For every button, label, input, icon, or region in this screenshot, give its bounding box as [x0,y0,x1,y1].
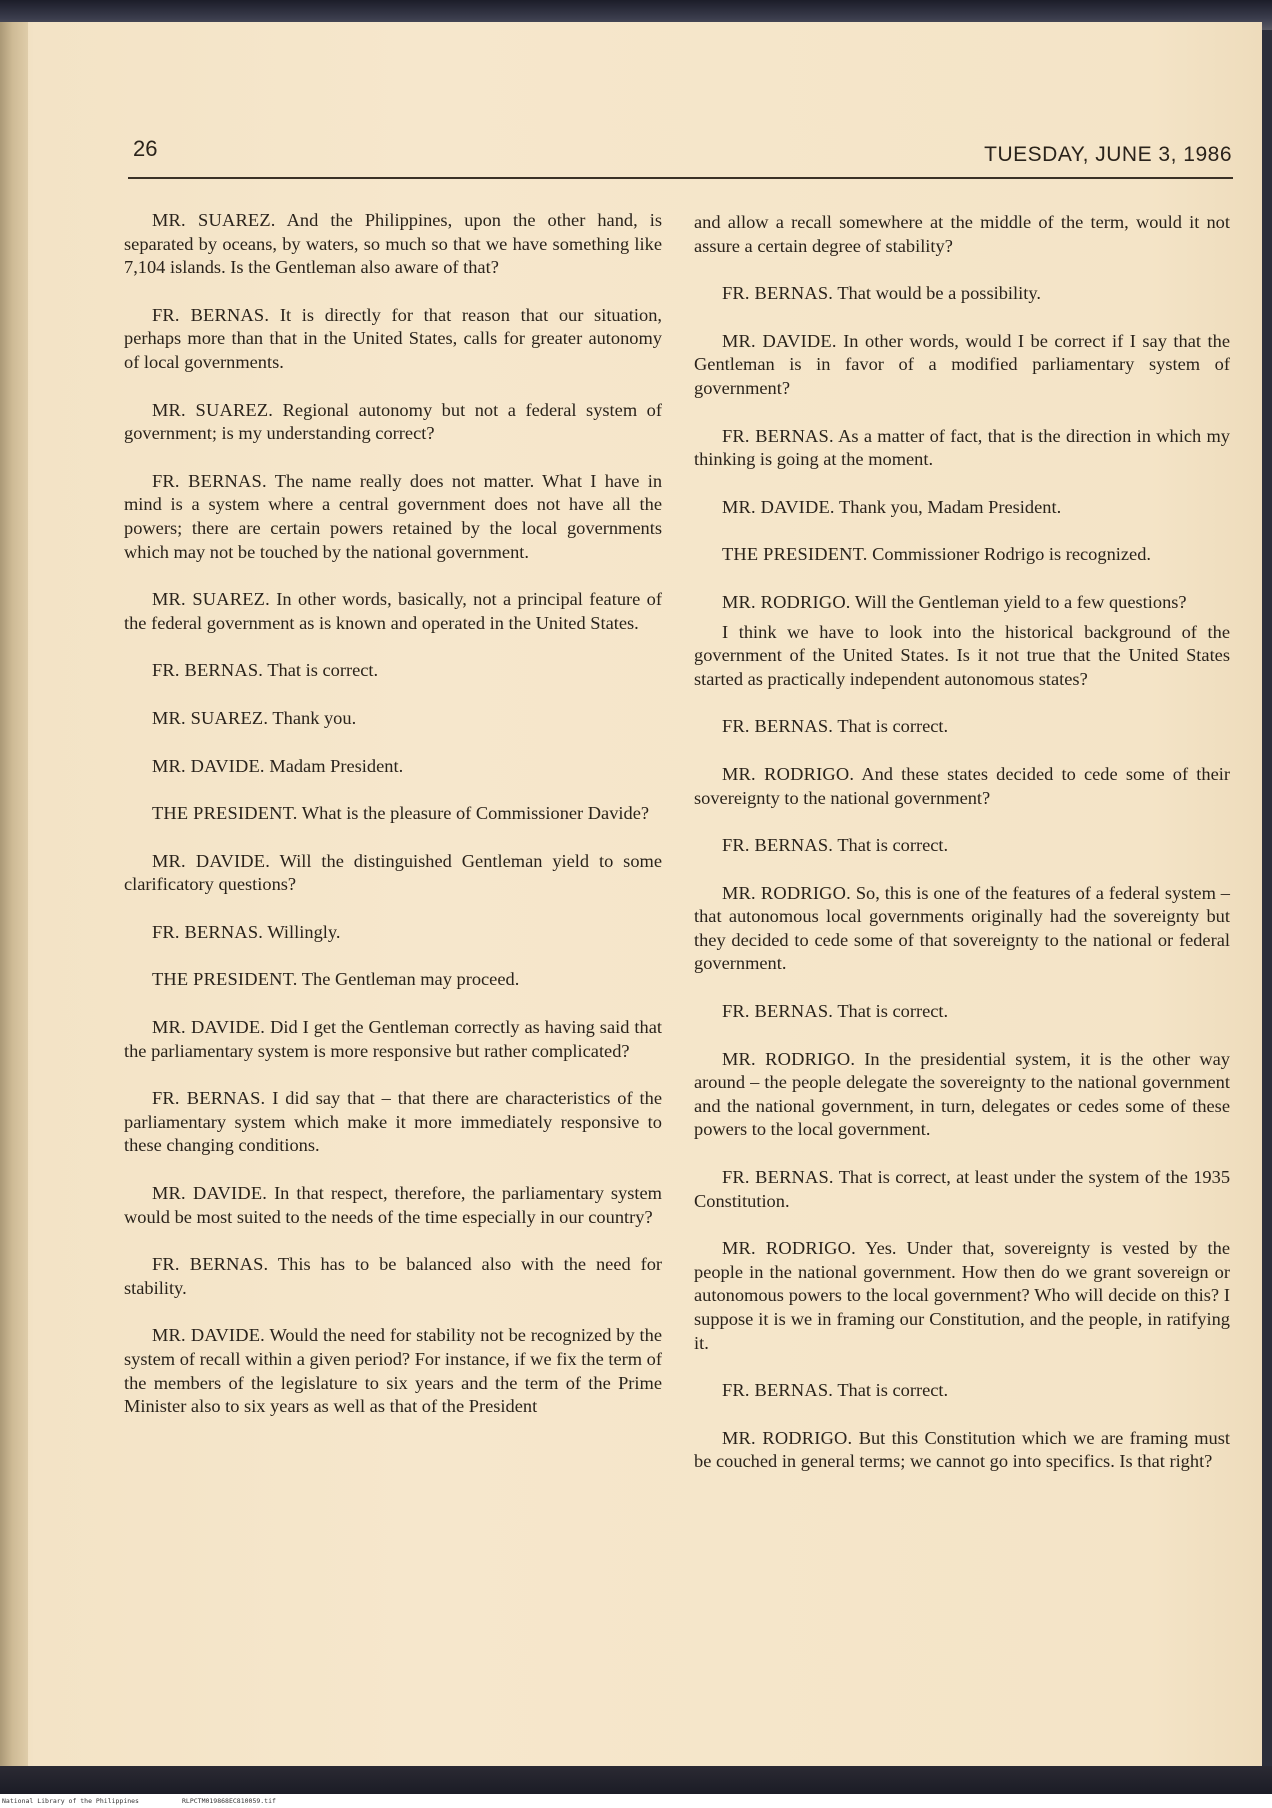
speaker-label: FR. BERNAS. [722,1380,834,1401]
speaker-label: MR. DAVIDE. [722,496,835,517]
paragraph-text: Did I get the Gentleman correctly as having said that the parliamentary system is more responsive but rather complicated? [124,1017,662,1061]
paragraph [694,1000,1230,1024]
paragraph-text: Yes. Under that, sovereignty is vested by the people in the national government. How then do we grant sovereign or autonomous powers to the local government? Who will decide on this? I suppose it is we in framing our Constitution, and the people, in ratifying it. [694,1238,1231,1353]
paragraph-text: The name really does not matter. What I have in mind is a system where a central government does not have all the powers; there are certain powers retained by the local governments which may not be touched by the national government. [124,470,663,562]
paragraph-text: As a matter of fact, that is the direction in which my thinking is going at the moment. [694,425,1230,470]
speaker-label: MR. SUAREZ. [152,707,269,728]
speaker-label: MR. RODRIGO. [722,1238,856,1259]
paragraph-text: Will the distinguished Gentleman yield to some clarificatory questions? [124,850,662,895]
library-credit: National Library of the Philippines [2,1797,139,1805]
speaker-label: MR. DAVIDE. [152,1325,265,1346]
paragraph-text: And these states decided to cede some of their sovereignty to the national government? [694,763,1230,808]
paragraph [694,763,1230,810]
paragraph-text: I did say that – that there are characteristics of the parliamentary system which make it more immediately responsive to these changing conditions. [124,1088,662,1156]
page-number: 26 [133,136,158,161]
paragraph [124,399,662,446]
paragraph [124,659,662,683]
paragraph-text: That is correct. [837,835,949,856]
speaker-label: FR. BERNAS. [722,1001,834,1022]
paragraph-text: Thank you, Madam President. [839,496,1062,517]
paragraph [694,591,1230,615]
paragraph [124,1182,662,1229]
paragraph-text: This has to be balanced also with the need for stability. [124,1254,663,1298]
paragraph-text: In that respect, therefore, the parliamentary system would be most suited to the needs of the time especially in our country? [124,1183,662,1227]
paragraph-text: But this Constitution which we are framing must be couched in general terms; we cannot go into specifics. Is that right? [694,1427,1230,1472]
speaker-label: FR. BERNAS. [152,660,264,681]
scan-filename: RLPCTM019868EC810059.tif [182,1797,276,1805]
paragraph [694,1237,1230,1355]
speaker-label: MR. DAVIDE. [152,1017,266,1038]
scan-footer [0,1794,1272,1808]
page-date: TUESDAY, JUNE 3, 1986 [984,143,1232,166]
paragraph-text: In other words, would I be correct if I say that the Gentleman is in favor of a modified parliamentary system of government? [694,330,1230,398]
paragraph-text: Will the Gentleman yield to a few questions? [854,591,1187,612]
paragraph [124,1253,662,1300]
paragraph [124,968,662,992]
paragraph-text: What is the pleasure of Commissioner Davide? [301,803,650,824]
book-bottom-edge [0,1766,1272,1794]
speaker-label: FR. BERNAS. [152,1088,266,1109]
paragraph-text: That is correct. [837,1001,949,1022]
paragraph-text: That is correct, at least under the system of the 1935 Constitution. [694,1167,1231,1211]
speaker-label: FR. BERNAS. [722,835,834,856]
speaker-label: MR. DAVIDE. [152,850,271,871]
paragraph [124,850,662,897]
paragraph [694,211,1230,258]
right-column [694,211,1230,1498]
speaker-label: THE PRESIDENT. [152,803,298,824]
speaker-label: MR. DAVIDE. [152,755,265,776]
paragraph [694,1166,1230,1213]
paragraph [694,496,1230,520]
paragraph [124,1016,662,1063]
paragraph-text: Would the need for stability not be recognized by the system of recall within a given period? For instance, if we fix the term of the members of the legislature to six years and the term of the Prime Minister also to six years as well as that of the President [124,1325,663,1417]
paragraph [124,470,662,564]
paragraph [694,282,1230,306]
paragraph-text: The Gentleman may proceed. [301,969,520,990]
paragraph [694,543,1230,567]
paragraph [694,621,1230,692]
book-binding [0,22,28,1774]
speaker-label: MR. DAVIDE. [722,330,837,351]
speaker-label: FR. BERNAS. [722,1167,834,1188]
paragraph-text: In the presidential system, it is the other way around – the people delegate the sovereignty to the national government and the national government, in turn, delegates or cedes some of these powers to the local government. [694,1048,1230,1140]
speaker-label: FR. BERNAS. [152,1254,269,1275]
paragraph [694,882,1230,976]
paragraph [694,1379,1230,1403]
speaker-label: MR. RODRIGO. [722,591,851,612]
paragraph-text: Willingly. [267,921,341,942]
speaker-label: FR. BERNAS. [152,921,264,942]
paragraph-text: That would be a possibility. [837,283,1041,304]
speaker-label: FR. BERNAS. [722,425,834,446]
paragraph-text: Thank you. [272,707,357,728]
paragraph-text: Madam President. [269,755,404,776]
speaker-label: FR. BERNAS. [722,283,834,304]
paragraph [124,588,662,635]
speaker-label: MR. RODRIGO. [722,1048,856,1069]
paragraph [124,755,662,779]
paragraph-text: That is correct. [837,1380,949,1401]
paragraph [694,715,1230,739]
paragraph-text: I think we have to look into the historical background of the government of the United States. Is it not true that the United States started as practically independent autonomous states? [694,621,1230,689]
paragraph [124,921,662,945]
paragraph-text: That is correct. [837,716,949,737]
paragraph-text: Regional autonomy but not a federal system of government; is my understanding correct? [124,399,662,444]
speaker-label: FR. BERNAS. [152,304,270,325]
paragraph-text: It is directly for that reason that our situation, perhaps more than that in the United States, calls for greater autonomy of local governments. [124,304,662,372]
speaker-label: MR. SUAREZ. [152,210,276,230]
paragraph [124,1087,662,1158]
paragraph [124,707,662,731]
paragraph [694,330,1230,401]
speaker-label: THE PRESIDENT. [722,544,868,565]
paragraph-text: In other words, basically, not a principal feature of the federal government as is known and operated in the United States. [124,589,662,633]
paragraph-text: That is correct. [267,660,379,681]
paragraph-text: and allow a recall somewhere at the middle of the term, would it not assure a certain degree of stability? [694,212,1230,256]
paragraph [694,834,1230,858]
paragraph-text: Commissioner Rodrigo is recognized. [872,544,1151,565]
speaker-label: MR. SUAREZ. [152,589,270,610]
left-column [124,209,662,1443]
speaker-label: MR. RODRIGO. [722,763,855,784]
paragraph [124,304,662,375]
paragraph [124,802,662,826]
speaker-label: FR. BERNAS. [722,716,834,737]
speaker-label: MR. SUAREZ. [152,399,274,420]
paragraph-text: And the Philippines, upon the other hand, is separated by oceans, by waters, so much so that we have something like 7,104 islands. Is the Gentleman also aware of that? [124,210,662,278]
speaker-label: FR. BERNAS. [152,470,267,491]
speaker-label: MR. DAVIDE. [152,1183,268,1204]
header-rule [128,177,1233,179]
paragraph [124,1324,662,1418]
speaker-label: MR. RODRIGO. [722,1427,853,1448]
paragraph [694,1427,1230,1474]
speaker-label: MR. RODRIGO. [722,882,851,903]
paragraph-text: So, this is one of the features of a federal system – that autonomous local governments originally had the sovereignty but they decided to cede some of that sovereignty to the national or federal government. [694,882,1231,974]
paragraph [694,425,1230,472]
speaker-label: THE PRESIDENT. [152,969,298,990]
paragraph [694,1048,1230,1142]
paragraph [124,209,662,280]
